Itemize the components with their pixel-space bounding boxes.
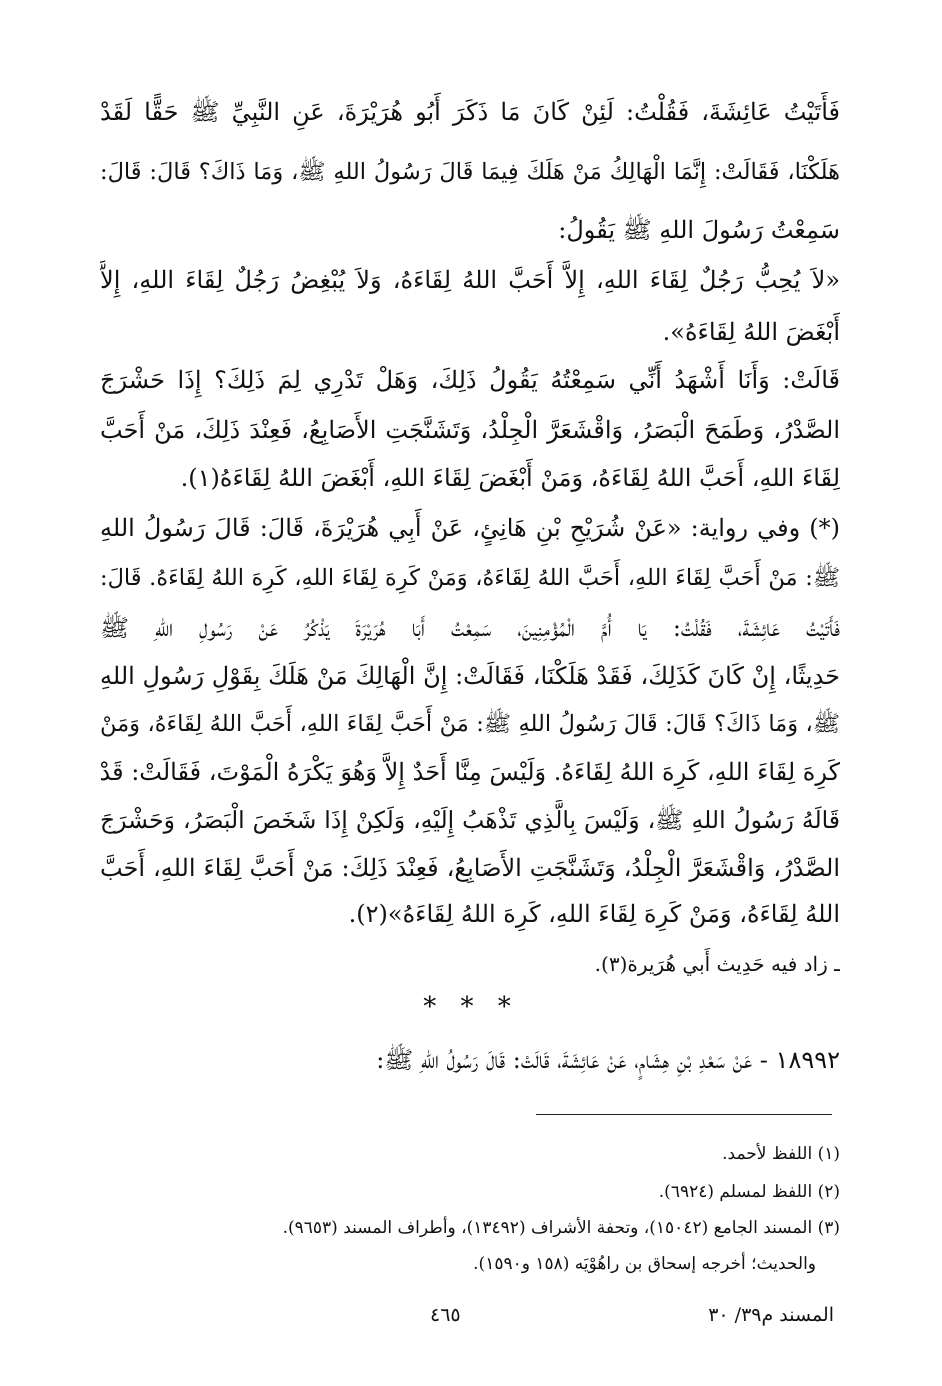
section-separator: * * *	[423, 992, 519, 1022]
text-line: ﷺ، وَمَا ذَاكَ؟ قَالَ: قَالَ رَسُولُ اللهِ ﷺ: مَنْ أَحَبَّ لِقَاءَ اللهِ، أَحَبَّ اللهُ لِقَاءَهُ، وَمَنْ	[100, 711, 840, 737]
text-line: (*) وفي رواية: «عَنْ شُرَيْحِ بْنِ هَانِئٍ، عَنْ أَبِي هُرَيْرَةَ، قَالَ: قَالَ رَسُولُ اللهِ	[100, 514, 840, 542]
text-line: «لاَ يُحِبُّ رَجُلٌ لِقَاءَ اللهِ، إِلاَّ أَحَبَّ اللهُ لِقَاءَهُ، وَلاَ يُبْغِضُ رَجُلٌ لِقَاءَ اللهِ، إِلاَّ	[100, 266, 840, 294]
text-line: سَمِعْتُ رَسُولَ اللهِ ﷺ يَقُولُ:	[558, 216, 840, 244]
text-line: ـ زاد فيه حَدِيث أَبي هُرَيرة(٣).	[594, 952, 840, 976]
text-line: كَرِهَ لِقَاءَ اللهِ، كَرِهَ اللهُ لِقَاءَهُ. وَلَيْسَ مِنَّا أَحَدٌ إِلاَّ وَهُوَ يَكْرَهُ الْمَوْتَ، فَقَالَتْ: قَدْ	[100, 758, 840, 786]
text-line: فَأَتَيْتُ عَائِشَةَ، فَقُلْتُ: يَا أُمَّ الْمُؤْمِنِينَ، سَمِعْتُ أَبَا هُرَيْرَةَ يَذْكُرُ عَنْ رَسُولِ اللهِ ﷺ	[100, 614, 840, 642]
text-line: الصَّدْرُ، وَطَمَحَ الْبَصَرُ، وَاقْشَعَرَّ الْجِلْدُ، وَتَشَنَّجَتِ الأَصَابِعُ، فَعِنْدَ ذَلِكَ، مَنْ أَحَبَّ	[100, 416, 840, 444]
text-line: حَدِيثًا، إِنْ كَانَ كَذَلِكَ، فَقَدْ هَلَكْنَا، فَقَالَتْ: إِنَّ الْهَالِكَ مَنْ هَلَكَ بِقَوْلِ رَسُولِ اللهِ	[100, 662, 840, 690]
footnote-rule	[536, 1114, 832, 1115]
text-line: أَبْغَضَ اللهُ لِقَاءَهُ».	[662, 318, 840, 346]
hadith-heading: ١٨٩٩٢ - عَنْ سَعْدِ بْنِ هِشَامٍ، عَنْ عَائِشَةَ، قَالَتْ: قَالَ رَسُولُ اللهِ ﷺ:	[376, 1046, 840, 1074]
text-line: لِقَاءَ اللهِ، أَحَبَّ اللهُ لِقَاءَهُ، وَمَنْ أَبْغَضَ لِقَاءَ اللهِ، أَبْغَضَ اللهُ لِقَاءَهُ(١).	[180, 464, 840, 492]
footnote: (٢) اللفظ لمسلم (٦٩٢٤).	[658, 1182, 840, 1202]
page-number: ٤٦٥	[430, 1304, 461, 1326]
footnote: (١) اللفظ لأحمد.	[722, 1144, 840, 1164]
text-line: قَالَهُ رَسُولُ اللهِ ﷺ، وَلَيْسَ بِالَّذِي تَذْهَبُ إِلَيْهِ، وَلَكِنْ إِذَا شَخَصَ الْبَصَرُ، وَحَشْرَجَ	[100, 806, 840, 834]
text-line: فَأَتَيْتُ عَائِشَةَ، فَقُلْتُ: لَئِنْ كَانَ مَا ذَكَرَ أَبُو هُرَيْرَةَ، عَنِ النَّبِيِّ ﷺ حَقًّا لَقَدْ	[100, 98, 840, 126]
text-line: اللهُ لِقَاءَهُ، وَمَنْ كَرِهَ لِقَاءَ اللهِ، كَرِهَ اللهُ لِقَاءَهُ»(٢).	[348, 900, 840, 928]
footnote: (٣) المسند الجامع (١٥٠٤٢)، وتحفة الأشراف (١٣٤٩٢)، وأطراف المسند (٩٦٥٣).	[282, 1218, 840, 1238]
text-line: ﷺ: مَنْ أَحَبَّ لِقَاءَ اللهِ، أَحَبَّ اللهُ لِقَاءَهُ، وَمَنْ كَرِهَ لِقَاءَ اللهِ، كَرِهَ اللهُ لِقَاءَهُ. قَالَ:	[100, 565, 840, 591]
text-line: قَالَتْ: وَأَنَا أَشْهَدُ أَنِّي سَمِعْتُهُ يَقُولُ ذَلِكَ، وَهَلْ تَدْرِي لِمَ ذَلِكَ؟ إِذَا حَشْرَجَ	[100, 366, 840, 394]
volume-marker: المسند م٣٩/ ٣٠	[708, 1304, 834, 1326]
text-line: هَلَكْنَا، فَقَالَتْ: إِنَّمَا الْهَالِكُ مَنْ هَلَكَ فِيمَا قَالَ رَسُولُ اللهِ ﷺ، وَمَا ذَاكَ؟ قَالَ: قَالَ:	[100, 159, 840, 185]
text-line: الصَّدْرُ، وَاقْشَعَرَّ الْجِلْدُ، وَتَشَنَّجَتِ الأَصَابِعُ، فَعِنْدَ ذَلِكَ: مَنْ أَحَبَّ لِقَاءَ اللهِ، أَحَبَّ	[100, 854, 840, 882]
footnote: والحديث؛ أخرجه إسحاق بن راهُوْيَه (١٥٨ و١٥٩٠).	[473, 1254, 816, 1274]
